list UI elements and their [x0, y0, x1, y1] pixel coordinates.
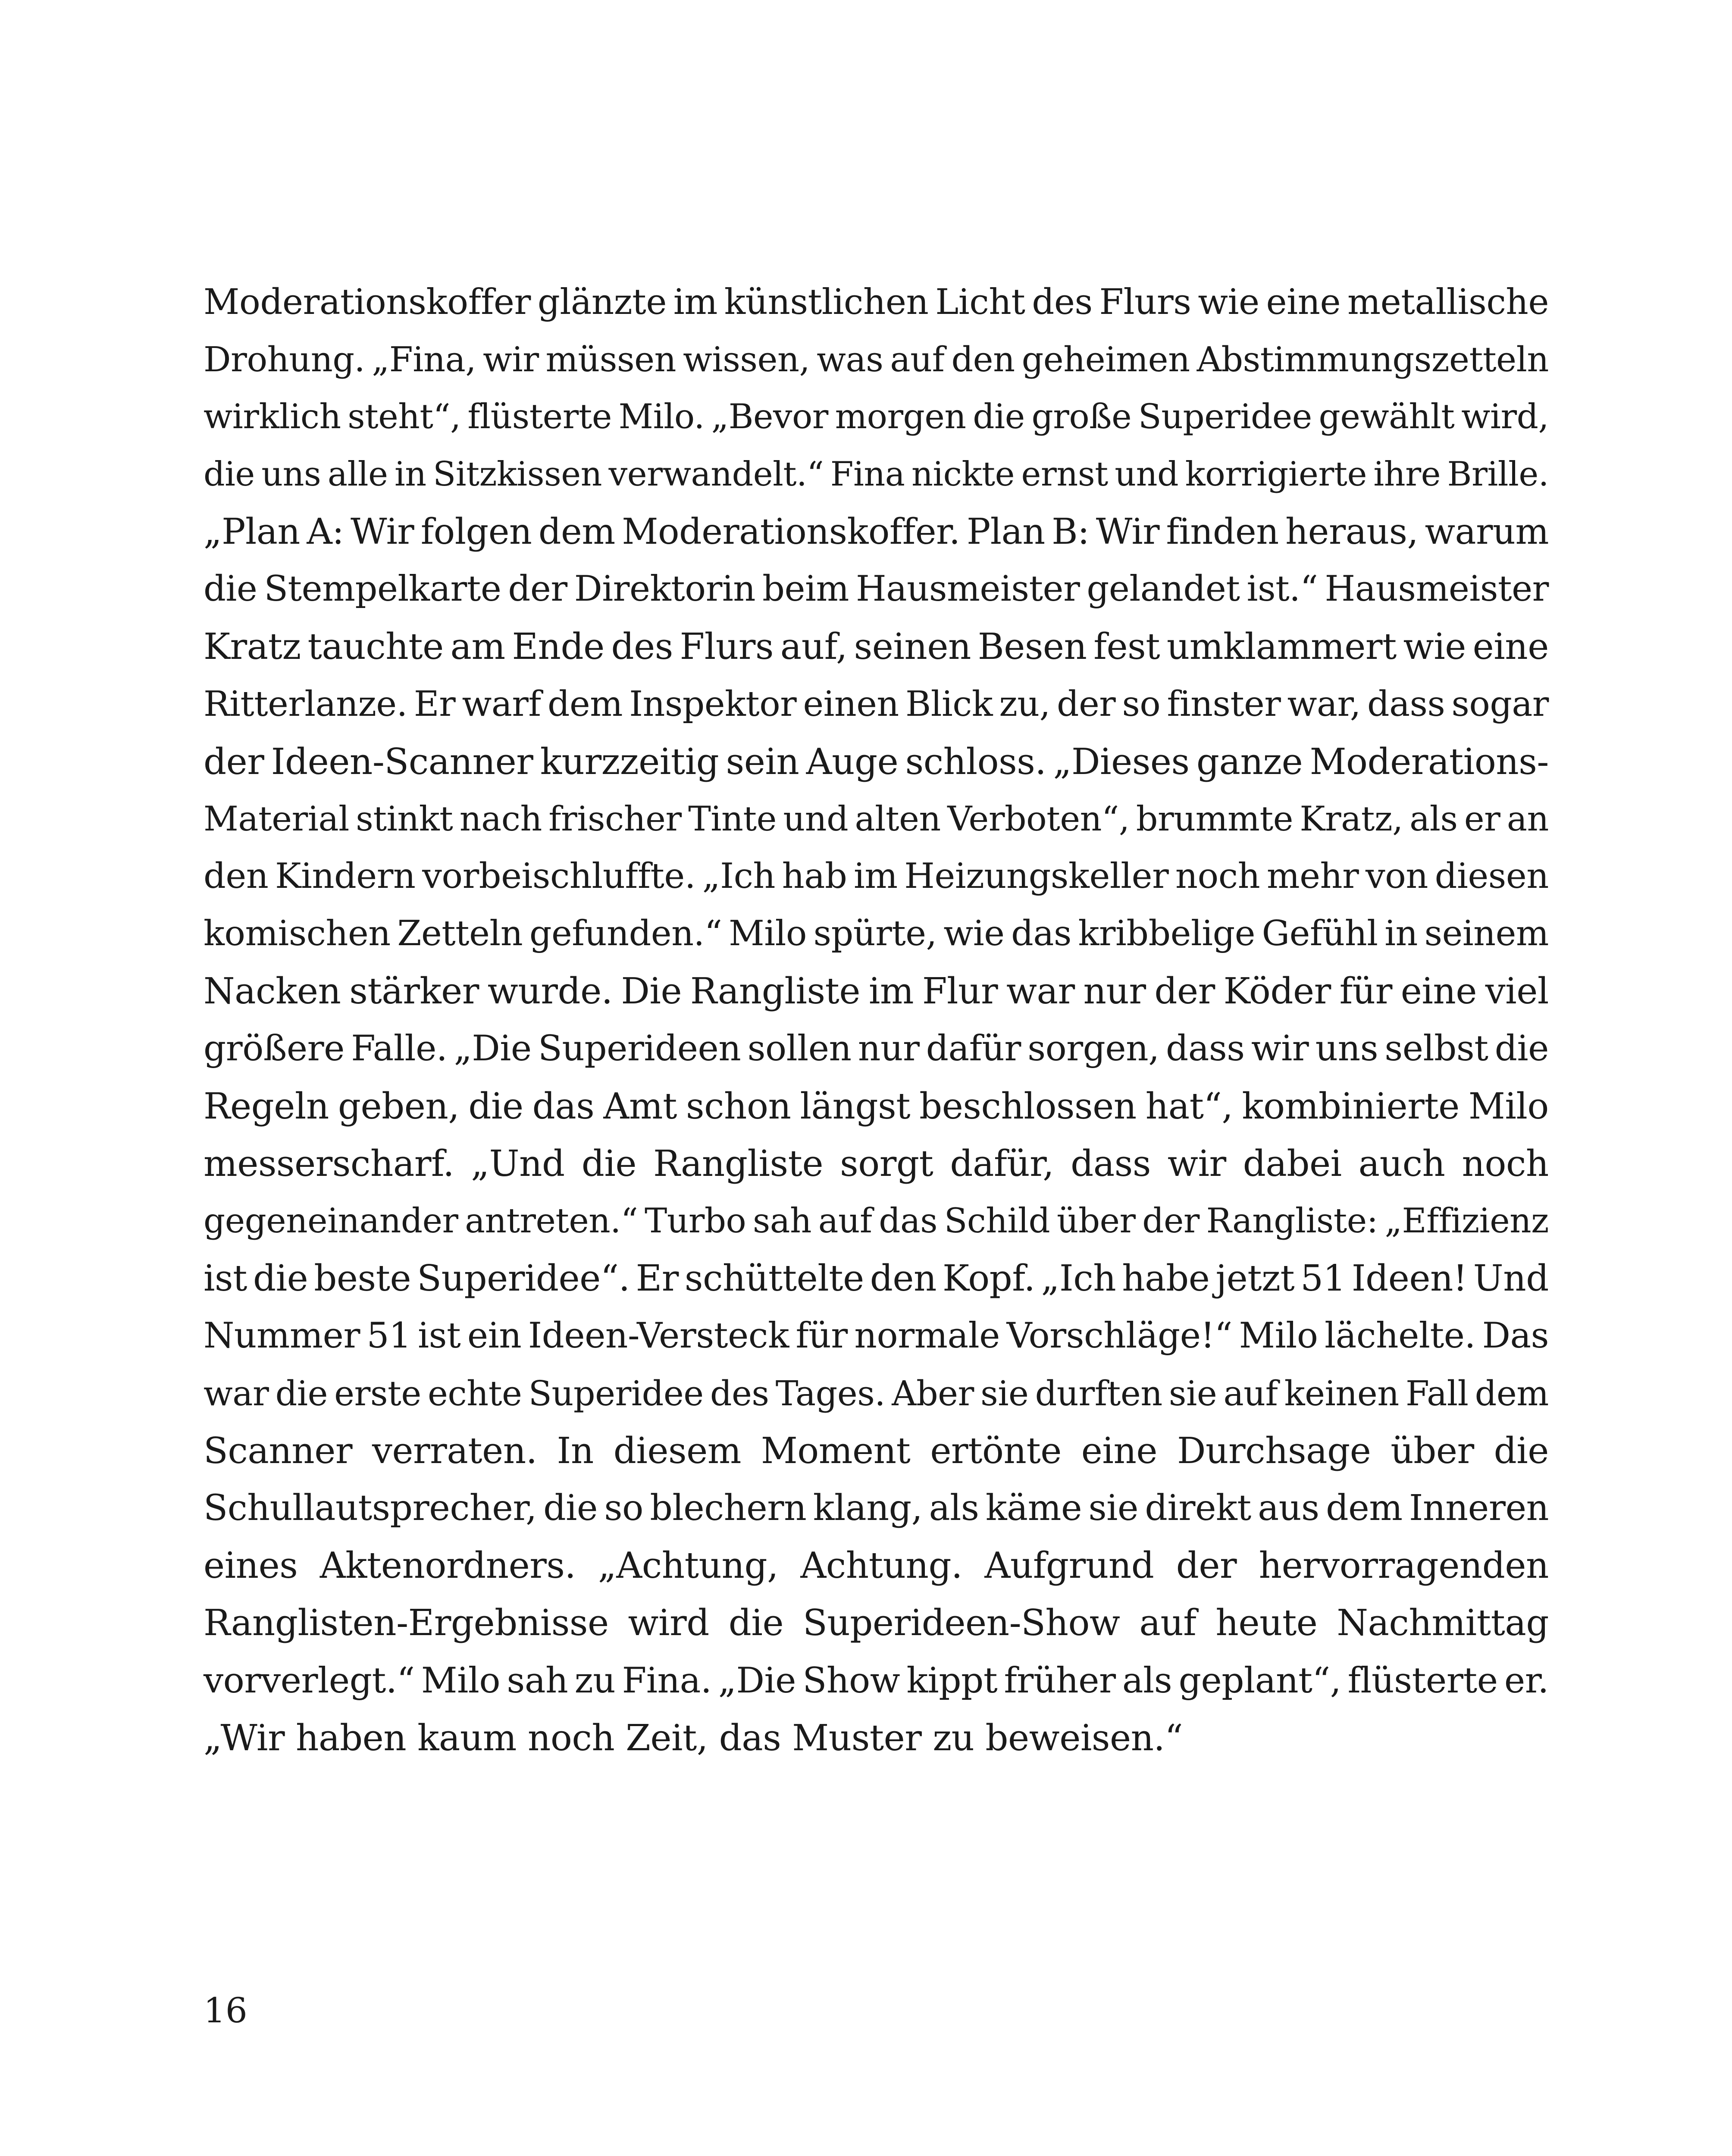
text-line: komischen Zetteln gefunden.“ Milo spürte, wie das kribbelige Gefühl in seinem — [204, 913, 1549, 954]
text-line: Nummer 51 ist ein Ideen-Versteck für normale Vorschläge!“ Milo lächelte. Das — [204, 1315, 1549, 1357]
text-line: Moderationskoffer glänzte im künstlichen Licht des Flurs wie eine metallische — [204, 282, 1549, 323]
text-line: Ranglisten-Ergebnisse wird die Superideen-Show auf heute Nachmittag — [204, 1602, 1549, 1644]
text-line: „Wir haben kaum noch Zeit, das Muster zu beweisen.“ — [204, 1717, 1183, 1759]
text-line: Scanner verraten. In diesem Moment ertönte eine Durchsage über die — [204, 1429, 1549, 1472]
text-line: Ritterlanze. Er warf dem Inspektor einen Blick zu, der so finster war, dass sogar — [204, 683, 1549, 724]
text-line: Drohung. „Fina, wir müssen wissen, was auf den geheimen Abstimmungszetteln — [204, 339, 1549, 380]
text-line: der Ideen-Scanner kurzzeitig sein Auge schloss. „Dieses ganze Moderations- — [204, 740, 1549, 783]
text-line: Schullautsprecher, die so blechern klang, als käme sie direkt aus dem Inneren — [204, 1487, 1549, 1529]
text-line: ist die beste Superidee“. Er schüttelte den Kopf. „Ich habe jetzt 51 Ideen! Und — [204, 1257, 1549, 1300]
text-line: Nacken stärker wurde. Die Rangliste im Flur war nur der Köder für eine viel — [204, 970, 1549, 1012]
text-line: den Kindern vorbeischluffte. „Ich hab im Heizungskeller noch mehr von diesen — [204, 856, 1549, 896]
text-line: Kratz tauchte am Ende des Flurs auf, seinen Besen fest umklammert wie eine — [204, 626, 1549, 668]
text-line: Regeln geben, die das Amt schon längst beschlossen hat“, kombinierte Milo — [204, 1085, 1549, 1127]
text-line: messerscharf. „Und die Rangliste sorgt dafür, dass wir dabei auch noch — [204, 1142, 1549, 1185]
text-line: die Stempelkarte der Direktorin beim Hausmeister gelandet ist.“ Hausmeister — [204, 568, 1549, 609]
text-line: eines Aktenordners. „Achtung, Achtung. Aufgrund der hervorragenden — [204, 1545, 1549, 1587]
page-number: 16 — [204, 1990, 247, 2031]
body-text — [204, 273, 1549, 1767]
text-line: die uns alle in Sitzkissen verwandelt.“ Fina nickte ernst und korrigierte ihre Brille. — [204, 454, 1549, 494]
text-line: wirklich steht“, flüsterte Milo. „Bevor morgen die große Superidee gewählt wird, — [204, 397, 1549, 437]
text-line: vorverlegt.“ Milo sah zu Fina. „Die Show kippt früher als geplant“, flüsterte er. — [204, 1660, 1549, 1701]
text-line: größere Falle. „Die Superideen sollen nur dafür sorgen, dass wir uns selbst die — [204, 1028, 1549, 1069]
text-line: gegeneinander antreten.“ Turbo sah auf das Schild über der Rangliste: „Effizienz — [204, 1201, 1549, 1241]
text-line: war die erste echte Superidee des Tages. Aber sie durften sie auf keinen Fall dem — [204, 1373, 1549, 1413]
text-line: „Plan A: Wir folgen dem Moderationskoffer. Plan B: Wir finden heraus, warum — [204, 511, 1549, 552]
text-line: Material stinkt nach frischer Tinte und alten Verboten“, brummte Kratz, als er an — [204, 799, 1549, 839]
